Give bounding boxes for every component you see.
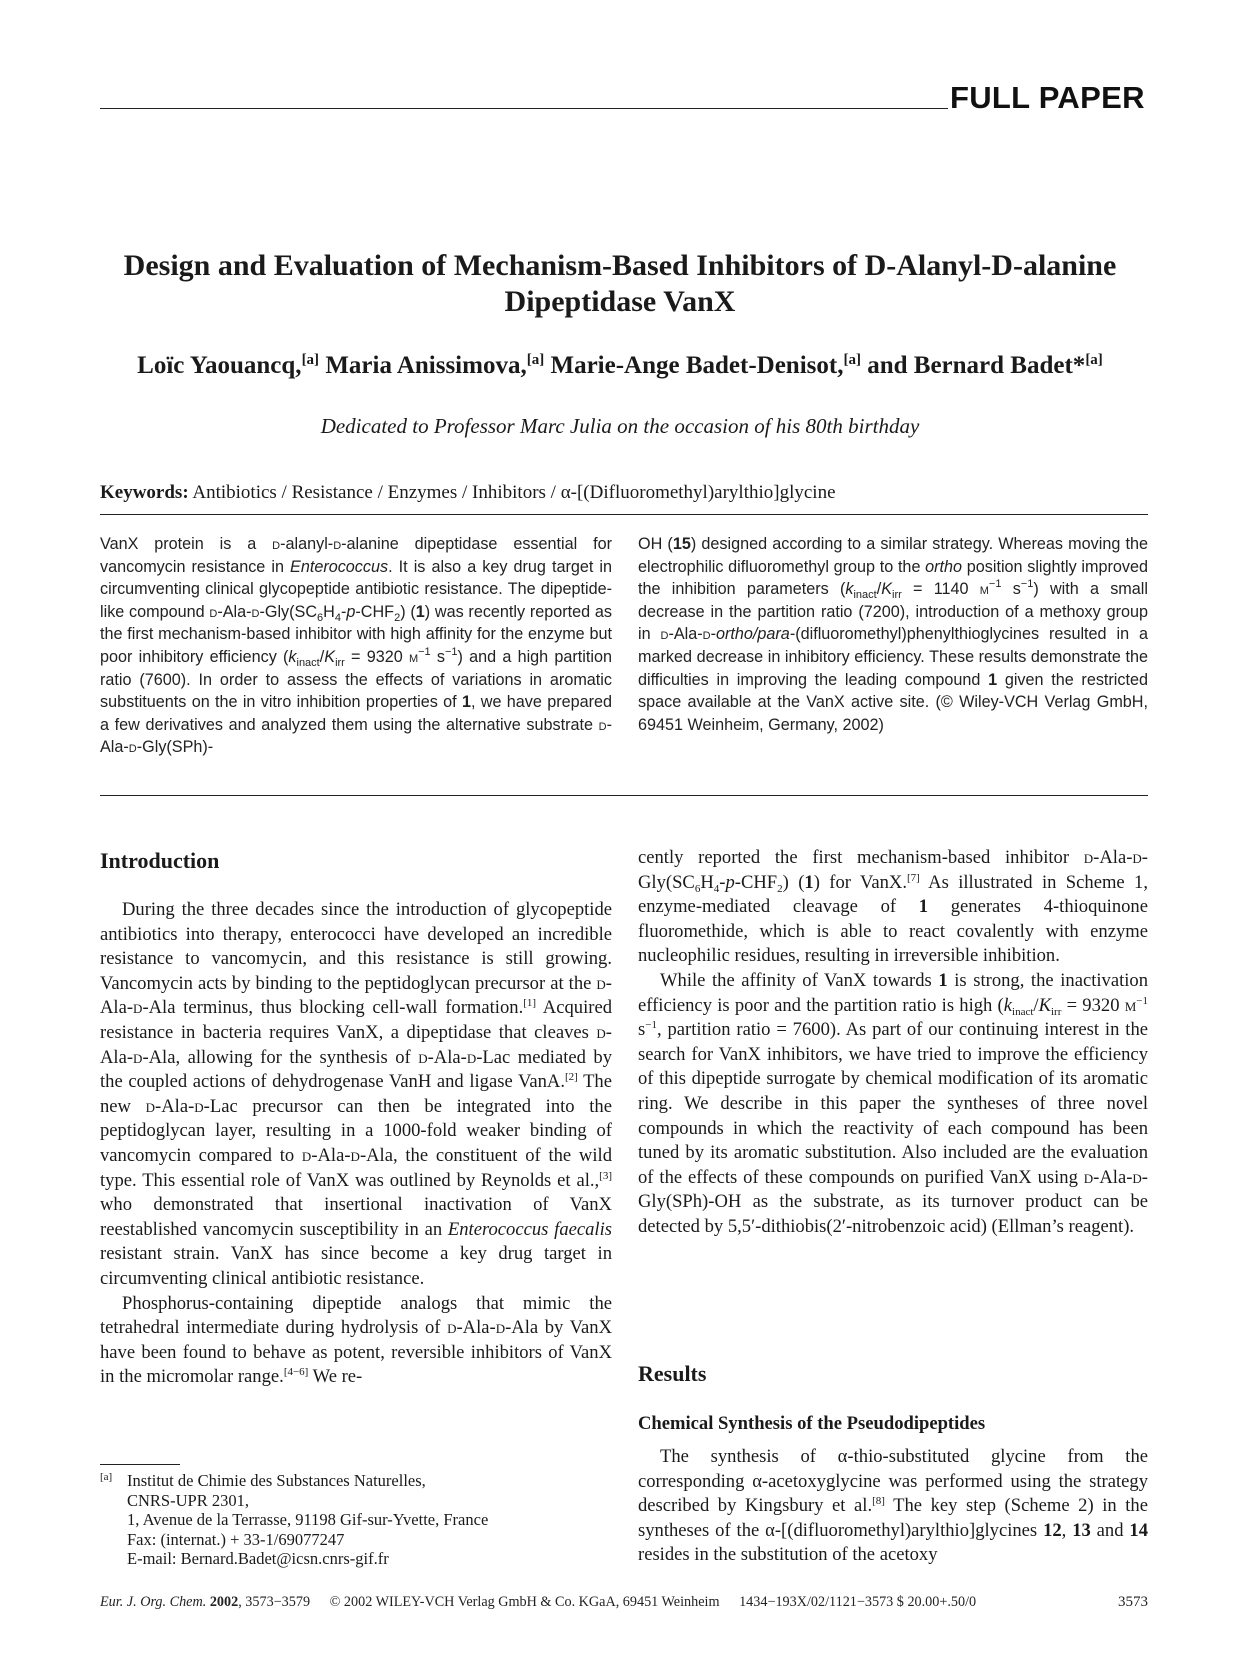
body-paragraph: While the affinity of VanX towards 1 is strong, the inactivation efficiency is poor and the partition ratio is high ($k_{inact}/K_{irr} = 9320$ $m^{-1}$ $s^{-1}$, partition ratio = 7600). As part of our continuing interest in the search for VanX inhibitors, we have tried to improve the efficiency of this dipeptide surrogate by chemical modification of its aromatic ring. We describe in this paper the syntheses of three novel compounds in which the reactivity of each compound has been tuned by its aromatic substitution. Also included are the evaluation of the effects of these compounds on purified VanX using d-Ala-d-Gly(SPh)-OH as the substrate, as its turnover product can be detected by 5,5′-dithiobis(2′-nitrobenzoic acid) (Ellman’s reagent).: [638, 969, 1149, 1237]
chemical-synthesis-heading: Chemical Synthesis of the Pseudodipeptides: [638, 1413, 986, 1434]
introduction-right-column: [638, 846, 1148, 1240]
author-name: and Bernard Badet*: [867, 352, 1086, 379]
affiliation-footnote: [100, 1471, 620, 1569]
footer-pages: 3573−3579: [245, 1594, 311, 1610]
header-rule: [100, 108, 948, 109]
page-footer: Eur. J. Org. Chem. 2002, 3573−3579 © 2002 WILEY-VCH Verlag GmbH & Co. KGaA, 69451 Weinheim 1434−193X/02/1121−3573 $ 20.00+.50/0 3573: [100, 1594, 1148, 1610]
keywords-label: Keywords:: [100, 482, 189, 503]
title-part: -Alanyl-: [886, 249, 992, 282]
keywords-text: Antibiotics / Resistance / Enzymes / Inhibitors / α-[(Difluoromethyl)arylthio]glycine: [192, 482, 836, 503]
title-part: Design and Evaluation of Mechanism-Based Inhibitors of: [123, 249, 865, 282]
author-name: Maria Anissimova,: [325, 352, 527, 379]
footer-issn: 1434−193X/02/1121−3573 $ 20.00+.50/0: [739, 1594, 977, 1610]
header-label: FULL PAPER: [950, 80, 1145, 115]
page-number: 3573: [1118, 1594, 1148, 1610]
footer-year: 2002: [209, 1594, 239, 1610]
author-name: Marie-Ange Badet-Denisot,: [550, 352, 844, 379]
body-paragraph: During the three decades since the introduction of glycopeptide antibiotics into therapy, enterococci have developed an incredible resistance to vancomycin, and this resistance is still growing. Vancomycin acts by binding to the peptidoglycan precursor at the d-Ala-d-Ala terminus, thus blocking cell-wall formation.[1] Acquired resistance in bacteria requires VanX, a dipeptidase that cleaves d-Ala-d-Ala, allowing for the synthesis of d-Ala-d-Lac mediated by the coupled actions of dehydrogenase VanH and ligase VanA.[2] The new d-Ala-d-Lac precursor can then be integrated into the peptidoglycan layer, resulting in a 1000-fold weaker binding of vancomycin compared to d-Ala-d-Ala, the constituent of the wild type. This essential role of VanX was outlined by Reynolds et al.,[3] who demonstrated that insertional inactivation of VanX reestablished vancomycin susceptibility in an Enterococcus faecalis resistant strain. VanX has since become a key drug target in circumventing clinical antibiotic resistance.: [100, 899, 612, 1289]
paper-title: [100, 248, 1140, 320]
footnote-mark: [a]: [100, 1471, 113, 1483]
abstract-right-column: OH (15) designed according to a similar strategy. Whereas moving the electrophilic difluoromethyl group to the ortho position slightly improved the inhibition parameters ($k_{inact}/K_{irr} = 1140$ $m^{-1}$ $s^{-1}$) with a small decrease in the partition ratio (7200), introduction of a methoxy group in d-Ala-d-ortho/para-(difluoromethyl)phenylthioglycines resulted in a marked decrease in inhibitory efficiency. These results demonstrate the difficulties in improving the leading compound 1 given the restricted space available at the VanX active site. (© Wiley-VCH Verlag GmbH, 69451 Weinheim, Germany, 2002): [638, 535, 1148, 734]
results-heading: Results: [638, 1361, 707, 1386]
footnote-rule: [100, 1464, 180, 1465]
abstract-top-rule: [100, 514, 1148, 515]
title-part: -alanine: [1012, 249, 1117, 282]
footnote-line: CNRS-UPR 2301,: [127, 1490, 249, 1510]
footnote-line: Fax: (internat.) + 33-1/69077247: [127, 1529, 345, 1549]
results-column: [638, 1445, 1148, 1568]
introduction-left-column: [100, 898, 612, 1390]
abstract-left-column: VanX protein is a d-alanyl-d-alanine dipeptidase essential for vancomycin resistance in Enterococcus. It is also a key drug target in circumventing clinical glycopeptide antibiotic resistance. The dipeptide-like compound $d-Ala-d-Gly(SC_6H_4-p-CHF_2)$ (1) was recently reported as the first mechanism-based inhibitor with high affinity for the enzyme but poor inhibitory efficiency ($k_{inact}/K_{irr} = 9320$ $m^{-1}$ $s^{-1}$) and a high partition ratio (7600). In order to assess the effects of variations in aromatic substituents on the in vitro inhibition properties of 1, we have prepared a few derivatives and analyzed them using the alternative substrate d-Ala-d-Gly(SPh)-: [100, 535, 612, 757]
body-paragraph: The synthesis of α-thio-substituted glycine from the corresponding α-acetoxyglycine was performed using the strategy described by Kingsbury et al.[8] The key step (Scheme 2) in the syntheses of the α-[(difluoromethyl)arylthio]glycines 12, 13 and 14 resides in the substitution of the acetoxy: [638, 1446, 1148, 1566]
author-affiliation: [a]: [843, 352, 861, 368]
author-affiliation: [a]: [1085, 352, 1103, 368]
footer-copyright: © 2002 WILEY-VCH Verlag GmbH & Co. KGaA, 69451 Weinheim: [329, 1594, 720, 1610]
footnote-line: 1, Avenue de la Terrasse, 91198 Gif-sur-Yvette, France: [127, 1510, 489, 1529]
body-paragraph: cently reported the first mechanism-based inhibitor $d-Ala-d-Gly(SC_6H_4-p-CHF_2)$ (1) for VanX.[7] As illustrated in Scheme 1, enzyme-mediated cleavage of 1 generates 4-thioquinone fluoromethide, which is able to react covalently with enzyme nucleophilic residues, resulting in irreversible inhibition.: [638, 847, 1148, 967]
keywords: [100, 480, 1145, 506]
body-paragraph: Phosphorus-containing dipeptide analogs that mimic the tetrahedral intermediate during hydrolysis of d-Ala-d-Ala by VanX have been found to behave as potent, reversible inhibitors of VanX in the micromolar range.[4−6] We re-: [100, 1292, 612, 1388]
author-name: Loïc Yaouancq,: [137, 352, 302, 379]
author-list: [100, 350, 1140, 382]
author-affiliation: [a]: [526, 352, 545, 368]
author-affiliation: [a]: [301, 352, 320, 368]
footnote-line: E-mail: Bernard.Badet@icsn.cnrs-gif.fr: [127, 1549, 389, 1568]
dedication: Dedicated to Professor Marc Julia on the occasion of his 80th birthday: [320, 414, 920, 438]
introduction-heading: Introduction: [100, 848, 220, 873]
footer-journal: Eur. J. Org. Chem.: [100, 1594, 207, 1610]
title-part: D: [991, 249, 1013, 282]
footnote-line: Institut de Chimie des Substances Naturelles,: [127, 1471, 426, 1490]
title-part: D: [864, 249, 887, 282]
abstract-bottom-rule: [100, 795, 1148, 796]
title-part: Dipeptidase VanX: [504, 285, 736, 318]
